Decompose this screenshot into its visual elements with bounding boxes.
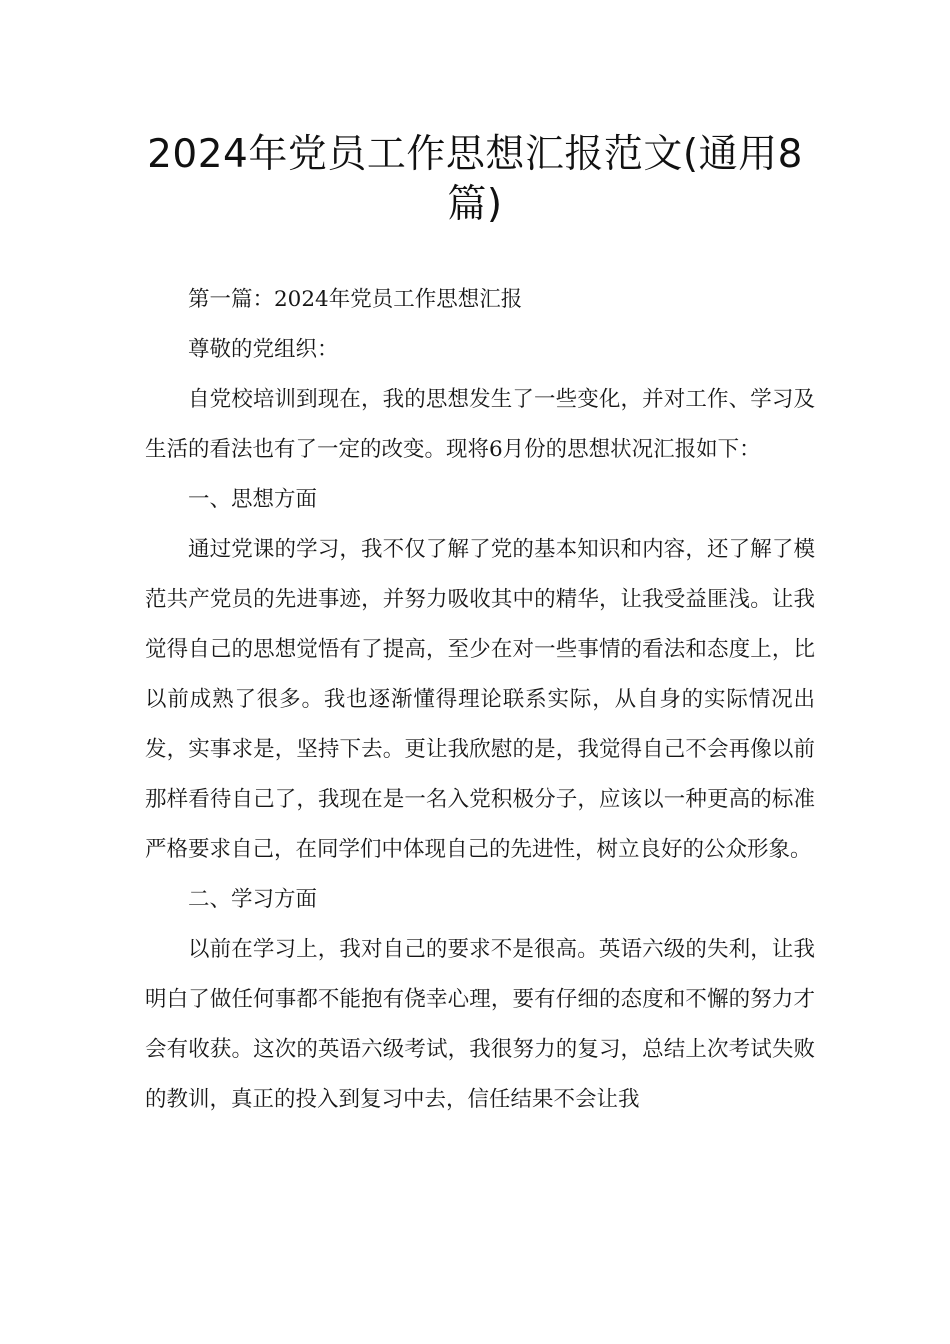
salutation: 尊敬的党组织： (188, 337, 339, 362)
document-title: 2024年党员工作思想汇报范文(通用8篇) (147, 132, 803, 227)
section-heading-thought: 一、思想方面 (188, 487, 318, 512)
document-body (145, 275, 815, 1125)
study-paragraph: 以前在学习上，我对自己的要求不是很高。英语六级的失利，让我明白了做任何事都不能抱有侥幸心理，要有仔细的态度和不懈的努力才会有收获。这次的英语六级考试，我很努力的复习，总结上次考试失败的教训，真正的投入到复习中去，信任结果不会让我 (145, 937, 815, 1112)
section-heading-study: 二、学习方面 (188, 887, 318, 912)
thought-paragraph: 通过党课的学习，我不仅了解了党的基本知识和内容，还了解了模范共产党员的先进事迹，并努力吸收其中的精华，让我受益匪浅。让我觉得自己的思想觉悟有了提高，至少在对一些事情的看法和态度上，比以前成熟了很多。我也逐渐懂得理论联系实际，从自身的实际情况出发，实事求是，坚持下去。更让我欣慰的是，我觉得自己不会再像以前那样看待自己了，我现在是一名入党积极分子，应该以一种更高的标准严格要求自己，在同学们中体现自己的先进性，树立良好的公众形象。 (145, 537, 815, 862)
intro-paragraph: 自党校培训到现在，我的思想发生了一些变化，并对工作、学习及生活的看法也有了一定的改变。现将6月份的思想状况汇报如下： (145, 387, 815, 462)
section-heading-part-one: 第一篇：2024年党员工作思想汇报 (188, 287, 523, 312)
